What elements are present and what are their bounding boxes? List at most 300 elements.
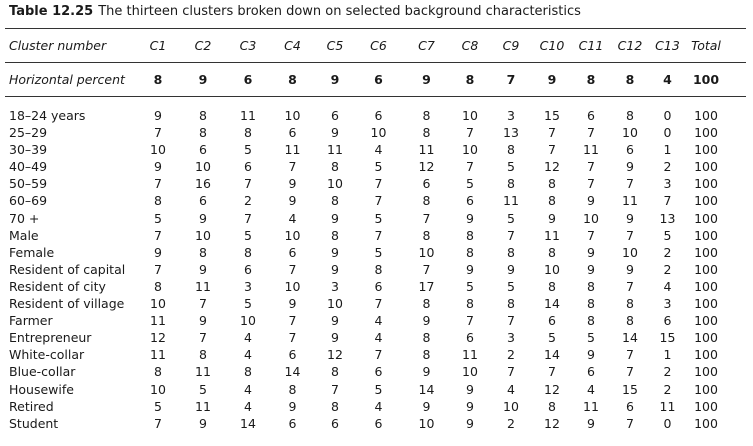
table-row	[5, 210, 726, 227]
row-value-cell: 5	[466, 278, 474, 294]
row-value-cell: 8	[331, 398, 339, 414]
table-row	[5, 107, 726, 124]
row-total-cell: 100	[694, 142, 718, 158]
table-row	[5, 261, 726, 278]
row-value-cell: 15	[544, 108, 560, 123]
row-value-cell: 8	[548, 176, 556, 192]
row-value-cell: 10	[370, 125, 387, 141]
row-value-cell: 11	[462, 347, 478, 363]
row-value-cell: 11	[195, 278, 211, 294]
row-label: 70 +	[9, 210, 40, 226]
table-row	[5, 141, 726, 158]
table-caption: The thirteen clusters broken down on selected background characteristics	[98, 4, 581, 19]
hp-c11: 8	[586, 72, 596, 87]
row-label: Resident of village	[9, 296, 125, 312]
row-value-cell: 10	[418, 244, 435, 260]
row-value-cell: 8	[422, 108, 431, 123]
hp-c12: 8	[625, 72, 635, 87]
row-value-cell: 7	[288, 159, 297, 175]
hp-c5: 9	[330, 72, 340, 87]
row-value-cell: 7	[154, 176, 162, 192]
row-value-cell: 11	[195, 398, 211, 414]
row-value-cell: 8	[548, 398, 556, 414]
row-value-cell: 6	[199, 142, 207, 158]
row-total-cell: 100	[694, 398, 718, 414]
row-value-cell: 9	[466, 415, 474, 431]
row-value-cell: 11	[583, 142, 599, 158]
table-title	[9, 4, 581, 19]
row-value-cell: 6	[288, 347, 297, 363]
row-value-cell: 9	[587, 347, 595, 363]
table-row	[5, 278, 726, 295]
row-value-cell: 9	[331, 125, 339, 141]
row-value-cell: 10	[503, 398, 519, 414]
horizontal-percent-table	[5, 71, 726, 88]
row-value-cell: 5	[154, 210, 162, 226]
row-value-cell: 5	[244, 296, 252, 312]
table-row	[5, 381, 726, 398]
row-value-cell: 14	[544, 296, 560, 312]
row-total-cell: 100	[694, 381, 718, 397]
row-label: White-collar	[9, 347, 85, 363]
row-value-cell: 15	[622, 381, 638, 397]
row-value-cell: 11	[503, 193, 519, 209]
row-value-cell: 2	[663, 159, 672, 175]
row-value-cell: 9	[587, 415, 595, 431]
row-value-cell: 7	[587, 227, 595, 243]
table-row	[5, 295, 726, 312]
row-value-cell: 9	[199, 313, 207, 329]
row-value-cell: 7	[374, 176, 383, 192]
row-value-cell: 9	[466, 261, 474, 277]
hp-c8: 8	[465, 72, 475, 87]
row-value-cell: 6	[663, 313, 672, 329]
header-c13: C13	[655, 37, 680, 53]
row-value-cell: 10	[622, 244, 638, 260]
row-value-cell: 11	[284, 142, 301, 158]
row-total-cell: 100	[694, 261, 718, 277]
row-value-cell: 14	[240, 415, 256, 431]
row-label: Housewife	[9, 381, 74, 397]
row-value-cell: 10	[462, 364, 478, 380]
row-value-cell: 9	[154, 159, 162, 175]
row-value-cell: 9	[422, 364, 431, 380]
row-value-cell: 9	[331, 313, 339, 329]
hp-c2: 9	[198, 72, 208, 87]
row-value-cell: 2	[663, 261, 672, 277]
row-label: Retired	[9, 398, 54, 414]
row-value-cell: 6	[374, 278, 383, 294]
row-value-cell: 7	[422, 210, 431, 226]
row-total-cell: 100	[694, 313, 718, 329]
row-value-cell: 9	[507, 261, 515, 277]
row-value-cell: 4	[288, 210, 297, 226]
row-value-cell: 11	[622, 193, 638, 209]
row-value-cell: 8	[626, 313, 634, 329]
row-value-cell: 8	[587, 278, 595, 294]
row-value-cell: 7	[466, 313, 474, 329]
row-value-cell: 9	[199, 415, 207, 431]
row-value-cell: 8	[466, 296, 474, 312]
row-value-cell: 6	[244, 261, 252, 277]
row-value-cell: 17	[418, 278, 435, 294]
header-c5: C5	[326, 37, 344, 53]
row-value-cell: 5	[154, 398, 162, 414]
row-value-cell: 8	[154, 364, 162, 380]
header-rule	[5, 62, 746, 63]
header-c8: C8	[461, 37, 479, 53]
row-value-cell: 5	[374, 159, 383, 175]
row-value-cell: 8	[199, 347, 207, 363]
row-value-cell: 7	[244, 176, 252, 192]
hp-c1: 8	[153, 72, 163, 87]
row-total-cell: 100	[694, 176, 718, 192]
row-value-cell: 8	[288, 381, 297, 397]
row-value-cell: 10	[622, 125, 638, 141]
row-value-cell: 7	[507, 364, 515, 380]
table-number: Table 12.25	[9, 4, 94, 19]
row-value-cell: 7	[422, 261, 431, 277]
row-value-cell: 9	[466, 381, 474, 397]
row-value-cell: 6	[587, 108, 595, 123]
row-value-cell: 2	[507, 415, 515, 431]
row-value-cell: 7	[154, 415, 162, 431]
row-value-cell: 7	[199, 330, 207, 346]
row-label: Resident of capital	[9, 261, 126, 277]
row-value-cell: 8	[507, 244, 515, 260]
row-value-cell: 6	[374, 108, 383, 123]
row-value-cell: 10	[462, 142, 478, 158]
row-label: Farmer	[9, 313, 53, 329]
row-value-cell: 8	[422, 296, 431, 312]
row-value-cell: 12	[544, 415, 560, 431]
horizontal-percent-label: Horizontal percent	[9, 72, 125, 87]
row-value-cell: 4	[507, 381, 515, 397]
row-value-cell: 9	[331, 244, 339, 260]
row-value-cell: 7	[663, 193, 672, 209]
row-value-cell: 8	[626, 108, 634, 123]
row-value-cell: 12	[150, 330, 166, 346]
row-value-cell: 7	[626, 347, 634, 363]
row-total-cell: 100	[694, 227, 718, 243]
row-value-cell: 8	[244, 125, 252, 141]
hp-c10: 9	[547, 72, 557, 87]
row-value-cell: 5	[374, 381, 383, 397]
header-c4: C4	[284, 37, 301, 53]
row-label: 60–69	[9, 193, 48, 209]
row-value-cell: 8	[548, 278, 556, 294]
hp-c6: 6	[374, 72, 383, 87]
row-value-cell: 5	[374, 244, 383, 260]
hp-c4: 8	[288, 72, 297, 87]
table-row	[5, 415, 726, 432]
row-value-cell: 8	[466, 244, 474, 260]
row-value-cell: 8	[548, 193, 556, 209]
table-row	[5, 363, 726, 380]
row-value-cell: 6	[374, 415, 383, 431]
row-value-cell: 7	[626, 415, 634, 431]
row-value-cell: 8	[244, 364, 252, 380]
row-value-cell: 5	[507, 278, 515, 294]
row-value-cell: 4	[244, 381, 252, 397]
row-value-cell: 6	[331, 108, 339, 123]
row-value-cell: 8	[466, 227, 474, 243]
table-row	[5, 192, 726, 209]
row-value-cell: 11	[659, 398, 676, 414]
row-value-cell: 8	[331, 193, 339, 209]
row-value-cell: 6	[466, 193, 474, 209]
table-row	[5, 312, 726, 329]
row-value-cell: 10	[544, 261, 560, 277]
header-c12: C12	[617, 37, 643, 53]
row-value-cell: 7	[587, 159, 595, 175]
row-value-cell: 6	[548, 313, 556, 329]
row-value-cell: 3	[507, 330, 515, 346]
row-value-cell: 7	[466, 159, 474, 175]
row-value-cell: 13	[659, 210, 676, 226]
row-label: Male	[9, 227, 39, 243]
row-value-cell: 10	[327, 176, 343, 192]
header-total: Total	[691, 37, 721, 53]
row-value-cell: 12	[544, 381, 560, 397]
row-value-cell: 7	[288, 313, 297, 329]
row-value-cell: 7	[466, 125, 474, 141]
row-label: 50–59	[9, 176, 48, 192]
row-value-cell: 9	[331, 261, 339, 277]
row-value-cell: 8	[422, 330, 431, 346]
row-label: 40–49	[9, 159, 48, 175]
header-c6: C6	[370, 37, 387, 53]
row-value-cell: 8	[587, 296, 595, 312]
row-value-cell: 9	[331, 210, 339, 226]
row-value-cell: 10	[195, 227, 211, 243]
row-value-cell: 6	[587, 364, 595, 380]
row-value-cell: 0	[663, 415, 672, 431]
row-value-cell: 8	[548, 244, 556, 260]
row-value-cell: 11	[150, 313, 166, 329]
row-value-cell: 5	[663, 227, 672, 243]
row-value-cell: 7	[626, 227, 634, 243]
row-value-cell: 3	[507, 108, 515, 123]
row-value-cell: 9	[288, 398, 297, 414]
row-value-cell: 6	[374, 364, 383, 380]
row-value-cell: 7	[154, 261, 162, 277]
row-value-cell: 7	[626, 176, 634, 192]
row-value-cell: 7	[154, 227, 162, 243]
row-value-cell: 6	[466, 330, 474, 346]
row-value-cell: 4	[374, 330, 383, 346]
row-value-cell: 0	[663, 108, 672, 123]
row-value-cell: 9	[199, 210, 207, 226]
table-row	[5, 346, 726, 363]
row-value-cell: 7	[587, 125, 595, 141]
row-value-cell: 8	[154, 193, 162, 209]
row-value-cell: 7	[374, 296, 383, 312]
row-value-cell: 13	[503, 125, 519, 141]
header-c11: C11	[578, 37, 604, 53]
row-value-cell: 6	[422, 176, 431, 192]
row-value-cell: 9	[331, 330, 339, 346]
row-value-cell: 9	[154, 244, 162, 260]
row-total-cell: 100	[694, 210, 718, 226]
row-value-cell: 2	[663, 381, 672, 397]
row-value-cell: 11	[150, 347, 166, 363]
row-value-cell: 10	[583, 210, 599, 226]
row-value-cell: 4	[663, 278, 672, 294]
row-value-cell: 4	[374, 313, 383, 329]
row-value-cell: 3	[244, 278, 252, 294]
row-value-cell: 8	[199, 125, 207, 141]
header-row-label: Cluster number	[9, 37, 107, 53]
row-value-cell: 8	[374, 261, 383, 277]
row-value-cell: 7	[331, 381, 339, 397]
header-c1: C1	[149, 37, 167, 53]
header-c2: C2	[194, 37, 212, 53]
row-value-cell: 11	[240, 108, 256, 123]
row-value-cell: 8	[422, 125, 431, 141]
row-value-cell: 2	[663, 364, 672, 380]
row-value-cell: 7	[548, 364, 556, 380]
row-value-cell: 10	[195, 159, 211, 175]
table-row	[5, 175, 726, 192]
row-value-cell: 10	[284, 278, 301, 294]
row-value-cell: 4	[244, 330, 252, 346]
horizontal-percent-row	[5, 71, 726, 88]
row-value-cell: 7	[507, 227, 515, 243]
data-rows	[5, 107, 726, 432]
row-value-cell: 8	[154, 278, 162, 294]
table-row	[5, 244, 726, 261]
row-total-cell: 100	[694, 330, 718, 346]
row-value-cell: 7	[626, 364, 634, 380]
hp-c13: 4	[663, 72, 672, 87]
row-total-cell: 100	[694, 193, 718, 209]
row-value-cell: 6	[244, 159, 252, 175]
row-value-cell: 7	[199, 296, 207, 312]
row-value-cell: 9	[288, 176, 297, 192]
hp-c7: 9	[422, 72, 431, 87]
table-row	[5, 158, 726, 175]
row-value-cell: 7	[154, 125, 162, 141]
row-label: Female	[9, 244, 55, 260]
row-value-cell: 10	[462, 108, 478, 123]
row-value-cell: 7	[374, 227, 383, 243]
table-row	[5, 227, 726, 244]
hp-c9: 7	[506, 72, 516, 87]
row-value-cell: 9	[422, 398, 431, 414]
row-value-cell: 9	[548, 210, 556, 226]
row-value-cell: 11	[195, 364, 211, 380]
row-value-cell: 6	[288, 415, 297, 431]
row-total-cell: 100	[694, 108, 718, 123]
row-value-cell: 1	[663, 142, 672, 158]
row-value-cell: 11	[327, 142, 343, 158]
header-c9: C9	[502, 37, 520, 53]
row-value-cell: 4	[244, 347, 252, 363]
row-value-cell: 9	[626, 159, 634, 175]
table-row	[5, 124, 726, 141]
row-value-cell: 6	[288, 125, 297, 141]
row-value-cell: 7	[626, 278, 634, 294]
row-value-cell: 5	[587, 330, 595, 346]
row-value-cell: 6	[199, 193, 207, 209]
row-total-cell: 100	[694, 159, 718, 175]
row-value-cell: 9	[154, 108, 162, 123]
row-value-cell: 10	[150, 296, 166, 312]
row-value-cell: 8	[507, 296, 515, 312]
row-value-cell: 9	[466, 398, 474, 414]
row-label: 25–29	[9, 125, 48, 141]
row-value-cell: 5	[199, 381, 207, 397]
row-value-cell: 7	[587, 176, 595, 192]
row-value-cell: 8	[331, 364, 339, 380]
row-value-cell: 7	[374, 193, 383, 209]
row-value-cell: 11	[544, 227, 560, 243]
row-value-cell: 10	[284, 227, 301, 243]
top-rule	[5, 28, 746, 29]
row-value-cell: 9	[288, 296, 297, 312]
header-table	[5, 37, 726, 53]
row-value-cell: 8	[244, 244, 252, 260]
row-value-cell: 9	[199, 261, 207, 277]
row-value-cell: 7	[288, 261, 297, 277]
row-value-cell: 4	[244, 398, 252, 414]
row-value-cell: 5	[244, 227, 252, 243]
row-value-cell: 9	[422, 313, 431, 329]
row-value-cell: 7	[374, 347, 383, 363]
row-value-cell: 9	[626, 261, 634, 277]
row-value-cell: 9	[288, 193, 297, 209]
row-total-cell: 100	[694, 296, 718, 312]
row-value-cell: 2	[244, 193, 252, 209]
body-rule	[5, 96, 746, 97]
row-total-cell: 100	[694, 364, 718, 380]
row-total-cell: 100	[694, 278, 718, 294]
row-value-cell: 9	[587, 244, 595, 260]
row-value-cell: 5	[374, 210, 383, 226]
row-value-cell: 0	[663, 125, 672, 141]
row-value-cell: 4	[587, 381, 595, 397]
header-row	[5, 37, 726, 53]
row-value-cell: 8	[331, 227, 339, 243]
row-value-cell: 5	[507, 210, 515, 226]
row-value-cell: 8	[507, 176, 515, 192]
row-value-cell: 14	[622, 330, 638, 346]
row-value-cell: 5	[548, 330, 556, 346]
row-value-cell: 12	[544, 159, 560, 175]
row-value-cell: 8	[626, 296, 634, 312]
row-value-cell: 1	[663, 347, 672, 363]
row-value-cell: 11	[418, 142, 435, 158]
row-value-cell: 8	[422, 347, 431, 363]
row-value-cell: 5	[244, 142, 252, 158]
row-value-cell: 10	[150, 381, 166, 397]
row-total-cell: 100	[694, 415, 718, 431]
row-value-cell: 9	[587, 261, 595, 277]
row-value-cell: 6	[626, 142, 634, 158]
row-value-cell: 10	[240, 313, 256, 329]
row-value-cell: 9	[587, 193, 595, 209]
row-total-cell: 100	[694, 244, 718, 260]
table-row	[5, 329, 726, 346]
header-c10: C10	[539, 37, 565, 53]
row-value-cell: 15	[659, 330, 676, 346]
row-value-cell: 8	[199, 108, 207, 123]
row-value-cell: 11	[583, 398, 599, 414]
row-value-cell: 8	[422, 227, 431, 243]
row-value-cell: 5	[507, 159, 515, 175]
row-value-cell: 12	[327, 347, 343, 363]
